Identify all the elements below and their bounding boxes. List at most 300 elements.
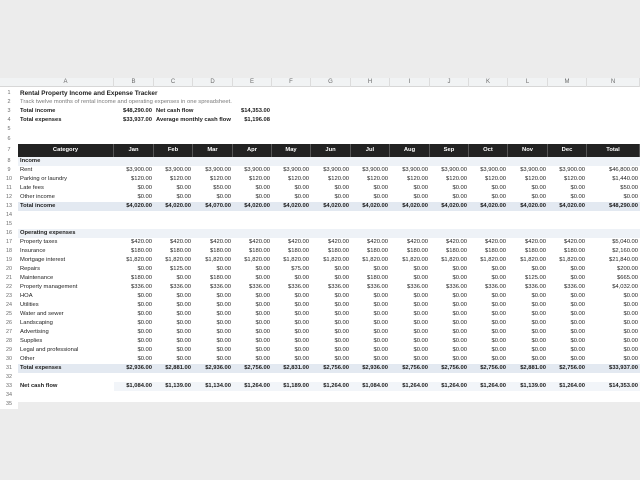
value-cell[interactable]: $0.00	[373, 338, 388, 344]
value-cell[interactable]: $0.00	[491, 302, 506, 308]
value-cell[interactable]: $0.00	[294, 275, 309, 281]
value-cell[interactable]: $0.00	[413, 185, 428, 191]
category-label[interactable]: Rent	[20, 167, 33, 173]
value-cell[interactable]: $120.00	[170, 176, 191, 182]
value-cell[interactable]: $3,900.00	[362, 167, 388, 173]
row-number[interactable]: 34	[0, 391, 18, 400]
value-cell[interactable]: $0.00	[137, 302, 152, 308]
table-header-oct[interactable]: Oct	[469, 144, 508, 157]
value-cell[interactable]: $0.00	[413, 266, 428, 272]
value-cell[interactable]: $1,820.00	[126, 257, 152, 263]
value-cell[interactable]: $0.00	[334, 320, 349, 326]
value-cell[interactable]: $0.00	[491, 293, 506, 299]
row-number[interactable]: 6	[0, 135, 18, 144]
row-number[interactable]: 29	[0, 346, 18, 355]
row-number[interactable]: 4	[0, 116, 18, 125]
row-number[interactable]: 10	[0, 175, 18, 184]
value-cell[interactable]: $0.00	[137, 293, 152, 299]
value-cell[interactable]: $120.00	[446, 176, 467, 182]
value-cell[interactable]: $1,820.00	[362, 257, 388, 263]
summary-label-2[interactable]: Average monthly cash flow	[156, 117, 231, 123]
value-cell[interactable]: $420.00	[249, 239, 270, 245]
row-number[interactable]: 3	[0, 107, 18, 116]
value-cell[interactable]: $0.00	[294, 185, 309, 191]
value-cell[interactable]: $3,900.00	[559, 167, 585, 173]
value-cell[interactable]: $0.00	[570, 194, 585, 200]
value-cell[interactable]: $0.00	[452, 302, 467, 308]
column-header-g[interactable]: G	[311, 78, 351, 87]
value-cell[interactable]: $0.00	[531, 347, 546, 353]
value-cell[interactable]: $0.00	[334, 311, 349, 317]
value-cell[interactable]: $0.00	[216, 266, 231, 272]
value-cell[interactable]: $0.00	[452, 293, 467, 299]
value-cell[interactable]: $0.00	[623, 347, 638, 353]
value-cell[interactable]: $0.00	[570, 293, 585, 299]
row-number[interactable]: 32	[0, 373, 18, 382]
value-cell[interactable]: $1,820.00	[244, 257, 270, 263]
value-cell[interactable]: $0.00	[373, 311, 388, 317]
value-cell[interactable]: $0.00	[452, 329, 467, 335]
value-cell[interactable]: $0.00	[623, 311, 638, 317]
value-cell[interactable]: $0.00	[334, 266, 349, 272]
value-cell[interactable]: $336.00	[288, 284, 309, 290]
value-cell[interactable]: $0.00	[137, 311, 152, 317]
value-cell[interactable]: $0.00	[137, 347, 152, 353]
value-cell[interactable]: $0.00	[373, 266, 388, 272]
value-cell[interactable]: $0.00	[452, 266, 467, 272]
value-cell[interactable]: $0.00	[623, 329, 638, 335]
value-cell[interactable]: $0.00	[176, 338, 191, 344]
row-number[interactable]: 30	[0, 355, 18, 364]
summary-label[interactable]: Total expenses	[20, 117, 62, 123]
value-cell[interactable]: $0.00	[176, 194, 191, 200]
value-cell[interactable]: $5,040.00	[612, 239, 638, 245]
value-cell[interactable]: $420.00	[328, 239, 349, 245]
value-cell[interactable]: $0.00	[491, 311, 506, 317]
value-cell[interactable]: $0.00	[413, 194, 428, 200]
value-cell[interactable]: $0.00	[491, 194, 506, 200]
value-cell[interactable]: $120.00	[485, 176, 506, 182]
value-cell[interactable]: $0.00	[176, 185, 191, 191]
value-cell[interactable]: $336.00	[170, 284, 191, 290]
row-number[interactable]: 27	[0, 328, 18, 337]
summary-value-2[interactable]: $14,353.00	[240, 108, 270, 114]
table-header-mar[interactable]: Mar	[193, 144, 233, 157]
table-header-jun[interactable]: Jun	[311, 144, 351, 157]
value-cell[interactable]: $180.00	[525, 248, 546, 254]
value-cell[interactable]: $2,756.00	[559, 365, 585, 371]
value-cell[interactable]: $0.00	[176, 275, 191, 281]
value-cell[interactable]: $0.00	[413, 302, 428, 308]
value-cell[interactable]: $4,020.00	[362, 203, 388, 209]
value-cell[interactable]: $0.00	[334, 185, 349, 191]
value-cell[interactable]: $1,440.00	[612, 176, 638, 182]
column-header-i[interactable]: I	[390, 78, 430, 87]
value-cell[interactable]: $0.00	[294, 311, 309, 317]
value-cell[interactable]: $0.00	[531, 302, 546, 308]
value-cell[interactable]: $4,020.00	[559, 203, 585, 209]
row-number[interactable]: 35	[0, 400, 18, 409]
table-header-jan[interactable]: Jan	[114, 144, 154, 157]
value-cell[interactable]: $420.00	[407, 239, 428, 245]
summary-value[interactable]: $33,937.00	[122, 117, 152, 123]
value-cell[interactable]: $0.00	[373, 320, 388, 326]
value-cell[interactable]: $0.00	[570, 338, 585, 344]
value-cell[interactable]: $0.00	[413, 293, 428, 299]
value-cell[interactable]: $4,020.00	[323, 203, 349, 209]
value-cell[interactable]: $120.00	[249, 176, 270, 182]
row-number[interactable]: 24	[0, 301, 18, 310]
value-cell[interactable]: $0.00	[623, 338, 638, 344]
value-cell[interactable]: $180.00	[407, 248, 428, 254]
value-cell[interactable]: $1,264.00	[469, 382, 508, 391]
row-number[interactable]: 1	[0, 89, 18, 98]
category-label[interactable]: Landscaping	[20, 320, 53, 326]
value-cell[interactable]: $0.00	[294, 338, 309, 344]
column-header-m[interactable]: M	[548, 78, 587, 87]
value-cell[interactable]: $665.00	[617, 275, 638, 281]
value-cell[interactable]: $48,290.00	[608, 203, 638, 209]
value-cell[interactable]: $120.00	[288, 176, 309, 182]
value-cell[interactable]: $3,900.00	[283, 167, 309, 173]
value-cell[interactable]: $0.00	[176, 356, 191, 362]
value-cell[interactable]: $0.00	[452, 311, 467, 317]
row-number[interactable]: 21	[0, 274, 18, 283]
summary-label-2[interactable]: Net cash flow	[156, 108, 194, 114]
value-cell[interactable]: $125.00	[525, 275, 546, 281]
value-cell[interactable]: $1,820.00	[323, 257, 349, 263]
table-header-feb[interactable]: Feb	[154, 144, 193, 157]
value-cell[interactable]: $180.00	[446, 248, 467, 254]
category-label[interactable]: Utilities	[20, 302, 39, 308]
value-cell[interactable]: $0.00	[216, 293, 231, 299]
value-cell[interactable]: $0.00	[531, 329, 546, 335]
category-label[interactable]: Insurance	[20, 248, 46, 254]
category-label[interactable]: Maintenance	[20, 275, 54, 281]
value-cell[interactable]: $0.00	[216, 311, 231, 317]
value-cell[interactable]: $0.00	[294, 329, 309, 335]
category-label[interactable]: Legal and professional	[20, 347, 79, 353]
row-number[interactable]: 15	[0, 220, 18, 229]
value-cell[interactable]: $0.00	[255, 185, 270, 191]
value-cell[interactable]: $0.00	[176, 302, 191, 308]
value-cell[interactable]: $0.00	[373, 356, 388, 362]
value-cell[interactable]: $0.00	[452, 194, 467, 200]
value-cell[interactable]: $0.00	[491, 266, 506, 272]
value-cell[interactable]: $180.00	[485, 248, 506, 254]
row-number[interactable]: 8	[0, 157, 18, 166]
column-header-a[interactable]: A	[18, 78, 114, 87]
summary-value-2[interactable]: $1,196.08	[244, 117, 270, 123]
category-label[interactable]: Total expenses	[20, 365, 62, 371]
value-cell[interactable]: $0.00	[137, 185, 152, 191]
column-header-c[interactable]: C	[154, 78, 193, 87]
value-cell[interactable]: $2,936.00	[126, 365, 152, 371]
value-cell[interactable]: $3,900.00	[323, 167, 349, 173]
value-cell[interactable]: $0.00	[570, 275, 585, 281]
value-cell[interactable]: $0.00	[531, 194, 546, 200]
sheet-subtitle[interactable]: Track twelve months of rental income and operating expenses in one spreadsheet.	[20, 99, 232, 105]
value-cell[interactable]: $0.00	[373, 302, 388, 308]
value-cell[interactable]: $0.00	[334, 293, 349, 299]
value-cell[interactable]: $180.00	[367, 275, 388, 281]
value-cell[interactable]: $0.00	[531, 266, 546, 272]
value-cell[interactable]: $0.00	[373, 347, 388, 353]
column-header-n[interactable]: N	[587, 78, 640, 87]
table-header-total[interactable]: Total	[587, 144, 640, 157]
value-cell[interactable]: $0.00	[531, 311, 546, 317]
value-cell[interactable]: $0.00	[255, 302, 270, 308]
value-cell[interactable]: $0.00	[531, 185, 546, 191]
row-number[interactable]: 33	[0, 382, 18, 391]
row-number[interactable]: 28	[0, 337, 18, 346]
value-cell[interactable]: $0.00	[137, 194, 152, 200]
row-number[interactable]: 14	[0, 211, 18, 220]
value-cell[interactable]: $0.00	[413, 311, 428, 317]
value-cell[interactable]: $1,264.00	[233, 382, 272, 391]
value-cell[interactable]: $4,020.00	[402, 203, 428, 209]
value-cell[interactable]: $0.00	[255, 356, 270, 362]
value-cell[interactable]: $0.00	[623, 302, 638, 308]
value-cell[interactable]: $2,936.00	[362, 365, 388, 371]
value-cell[interactable]: $3,900.00	[520, 167, 546, 173]
value-cell[interactable]: $0.00	[294, 356, 309, 362]
category-label[interactable]: Late fees	[20, 185, 44, 191]
value-cell[interactable]: $0.00	[623, 320, 638, 326]
value-cell[interactable]: $0.00	[413, 329, 428, 335]
value-cell[interactable]: $4,020.00	[441, 203, 467, 209]
section-title-expenses[interactable]: Operating expenses	[20, 230, 76, 236]
value-cell[interactable]: $0.00	[570, 311, 585, 317]
value-cell[interactable]: $0.00	[176, 347, 191, 353]
value-cell[interactable]: $0.00	[137, 329, 152, 335]
value-cell[interactable]: $1,264.00	[430, 382, 469, 391]
row-number[interactable]: 5	[0, 125, 18, 134]
column-header-k[interactable]: K	[469, 78, 508, 87]
value-cell[interactable]: $120.00	[328, 176, 349, 182]
row-number[interactable]: 22	[0, 283, 18, 292]
value-cell[interactable]: $0.00	[413, 275, 428, 281]
value-cell[interactable]: $0.00	[255, 320, 270, 326]
column-header-l[interactable]: L	[508, 78, 548, 87]
row-number[interactable]: 17	[0, 238, 18, 247]
table-header-dec[interactable]: Dec	[548, 144, 587, 157]
value-cell[interactable]: $0.00	[255, 275, 270, 281]
value-cell[interactable]: $0.00	[334, 338, 349, 344]
value-cell[interactable]: $4,020.00	[126, 203, 152, 209]
value-cell[interactable]: $0.00	[531, 320, 546, 326]
category-label[interactable]: Other	[20, 356, 35, 362]
value-cell[interactable]: $336.00	[407, 284, 428, 290]
value-cell[interactable]: $0.00	[373, 329, 388, 335]
value-cell[interactable]: $1,264.00	[390, 382, 430, 391]
value-cell[interactable]: $0.00	[294, 194, 309, 200]
value-cell[interactable]: $125.00	[170, 266, 191, 272]
value-cell[interactable]: $0.00	[413, 356, 428, 362]
summary-value[interactable]: $48,290.00	[122, 108, 152, 114]
table-header-aug[interactable]: Aug	[390, 144, 430, 157]
category-label[interactable]: Water and sewer	[20, 311, 64, 317]
value-cell[interactable]: $420.00	[367, 239, 388, 245]
value-cell[interactable]: $2,831.00	[283, 365, 309, 371]
value-cell[interactable]: $0.00	[570, 266, 585, 272]
table-header-category[interactable]: Category	[18, 144, 114, 157]
category-label[interactable]: Advertising	[20, 329, 49, 335]
category-label[interactable]: HOA	[20, 293, 33, 299]
value-cell[interactable]: $0.00	[531, 293, 546, 299]
value-cell[interactable]: $2,756.00	[244, 365, 270, 371]
value-cell[interactable]: $2,756.00	[402, 365, 428, 371]
value-cell[interactable]: $420.00	[525, 239, 546, 245]
value-cell[interactable]: $420.00	[131, 239, 152, 245]
value-cell[interactable]: $0.00	[491, 347, 506, 353]
category-label[interactable]: Other income	[20, 194, 55, 200]
value-cell[interactable]: $4,020.00	[244, 203, 270, 209]
value-cell[interactable]: $336.00	[525, 284, 546, 290]
row-number[interactable]: 9	[0, 166, 18, 175]
value-cell[interactable]: $3,900.00	[165, 167, 191, 173]
value-cell[interactable]: $3,900.00	[205, 167, 231, 173]
value-cell[interactable]: $336.00	[249, 284, 270, 290]
value-cell[interactable]: $0.00	[216, 338, 231, 344]
value-cell[interactable]: $2,160.00	[612, 248, 638, 254]
value-cell[interactable]: $336.00	[446, 284, 467, 290]
category-label[interactable]: Property taxes	[20, 239, 58, 245]
value-cell[interactable]: $420.00	[564, 239, 585, 245]
category-label[interactable]: Repairs	[20, 266, 40, 272]
value-cell[interactable]: $2,756.00	[323, 365, 349, 371]
row-number[interactable]: 26	[0, 319, 18, 328]
value-cell[interactable]: $336.00	[328, 284, 349, 290]
value-cell[interactable]: $180.00	[564, 248, 585, 254]
value-cell[interactable]: $0.00	[570, 302, 585, 308]
value-cell[interactable]: $0.00	[570, 347, 585, 353]
value-cell[interactable]: $0.00	[216, 329, 231, 335]
value-cell[interactable]: $0.00	[452, 275, 467, 281]
value-cell[interactable]: $0.00	[623, 293, 638, 299]
row-number[interactable]: 23	[0, 292, 18, 301]
value-cell[interactable]: $420.00	[446, 239, 467, 245]
value-cell[interactable]: $0.00	[176, 311, 191, 317]
value-cell[interactable]: $0.00	[137, 320, 152, 326]
value-cell[interactable]: $0.00	[413, 338, 428, 344]
value-cell[interactable]: $1,820.00	[205, 257, 231, 263]
value-cell[interactable]: $14,353.00	[587, 382, 640, 391]
value-cell[interactable]: $50.00	[620, 185, 638, 191]
value-cell[interactable]: $4,020.00	[283, 203, 309, 209]
value-cell[interactable]: $0.00	[452, 347, 467, 353]
value-cell[interactable]: $0.00	[216, 194, 231, 200]
value-cell[interactable]: $120.00	[367, 176, 388, 182]
value-cell[interactable]: $0.00	[491, 338, 506, 344]
row-number[interactable]: 20	[0, 265, 18, 274]
category-label[interactable]: Total income	[20, 203, 56, 209]
value-cell[interactable]: $0.00	[176, 320, 191, 326]
value-cell[interactable]: $0.00	[531, 356, 546, 362]
value-cell[interactable]: $2,756.00	[441, 365, 467, 371]
value-cell[interactable]: $0.00	[294, 320, 309, 326]
value-cell[interactable]: $46,800.00	[608, 167, 638, 173]
value-cell[interactable]: $2,881.00	[520, 365, 546, 371]
value-cell[interactable]: $180.00	[249, 248, 270, 254]
value-cell[interactable]: $0.00	[255, 194, 270, 200]
value-cell[interactable]: $4,070.00	[205, 203, 231, 209]
value-cell[interactable]: $75.00	[291, 266, 309, 272]
row-number[interactable]: 18	[0, 247, 18, 256]
value-cell[interactable]: $2,936.00	[205, 365, 231, 371]
table-header-nov[interactable]: Nov	[508, 144, 548, 157]
row-number[interactable]: 19	[0, 256, 18, 265]
row-number[interactable]: 25	[0, 310, 18, 319]
column-header-e[interactable]: E	[233, 78, 272, 87]
value-cell[interactable]: $0.00	[216, 347, 231, 353]
value-cell[interactable]: $0.00	[570, 329, 585, 335]
value-cell[interactable]: $0.00	[491, 185, 506, 191]
value-cell[interactable]: $0.00	[137, 356, 152, 362]
value-cell[interactable]: $1,134.00	[193, 382, 233, 391]
value-cell[interactable]: $0.00	[137, 266, 152, 272]
value-cell[interactable]: $120.00	[564, 176, 585, 182]
value-cell[interactable]: $120.00	[131, 176, 152, 182]
value-cell[interactable]: $0.00	[255, 293, 270, 299]
value-cell[interactable]: $3,900.00	[126, 167, 152, 173]
column-header-f[interactable]: F	[272, 78, 311, 87]
value-cell[interactable]: $0.00	[294, 293, 309, 299]
row-number[interactable]: 12	[0, 193, 18, 202]
value-cell[interactable]: $3,900.00	[441, 167, 467, 173]
value-cell[interactable]: $0.00	[334, 194, 349, 200]
category-label[interactable]: Mortgage interest	[20, 257, 66, 263]
value-cell[interactable]: $1,264.00	[548, 382, 587, 391]
value-cell[interactable]: $33,937.00	[608, 365, 638, 371]
value-cell[interactable]: $0.00	[216, 356, 231, 362]
value-cell[interactable]: $21,840.00	[608, 257, 638, 263]
value-cell[interactable]: $0.00	[216, 302, 231, 308]
value-cell[interactable]: $1,820.00	[480, 257, 506, 263]
value-cell[interactable]: $3,900.00	[480, 167, 506, 173]
value-cell[interactable]: $0.00	[255, 311, 270, 317]
value-cell[interactable]: $420.00	[485, 239, 506, 245]
row-number[interactable]: 13	[0, 202, 18, 211]
value-cell[interactable]: $1,820.00	[441, 257, 467, 263]
section-title-income[interactable]: Income	[20, 158, 41, 164]
value-cell[interactable]: $3,900.00	[402, 167, 428, 173]
value-cell[interactable]: $336.00	[564, 284, 585, 290]
value-cell[interactable]: $4,020.00	[480, 203, 506, 209]
table-header-jul[interactable]: Jul	[351, 144, 390, 157]
column-header-d[interactable]: D	[193, 78, 233, 87]
value-cell[interactable]: $336.00	[485, 284, 506, 290]
value-cell[interactable]: $1,820.00	[283, 257, 309, 263]
value-cell[interactable]: $0.00	[452, 338, 467, 344]
value-cell[interactable]: $0.00	[255, 338, 270, 344]
value-cell[interactable]: $0.00	[294, 347, 309, 353]
value-cell[interactable]: $336.00	[131, 284, 152, 290]
value-cell[interactable]: $180.00	[328, 248, 349, 254]
row-number[interactable]: 31	[0, 364, 18, 373]
row-number[interactable]: 16	[0, 229, 18, 238]
value-cell[interactable]: $420.00	[210, 239, 231, 245]
value-cell[interactable]: $1,139.00	[508, 382, 548, 391]
value-cell[interactable]: $0.00	[334, 347, 349, 353]
value-cell[interactable]: $1,189.00	[272, 382, 311, 391]
value-cell[interactable]: $4,020.00	[520, 203, 546, 209]
value-cell[interactable]: $180.00	[288, 248, 309, 254]
value-cell[interactable]: $50.00	[213, 185, 231, 191]
sheet-title[interactable]: Rental Property Income and Expense Tracker	[20, 90, 158, 97]
value-cell[interactable]: $1,820.00	[520, 257, 546, 263]
value-cell[interactable]: $180.00	[131, 248, 152, 254]
